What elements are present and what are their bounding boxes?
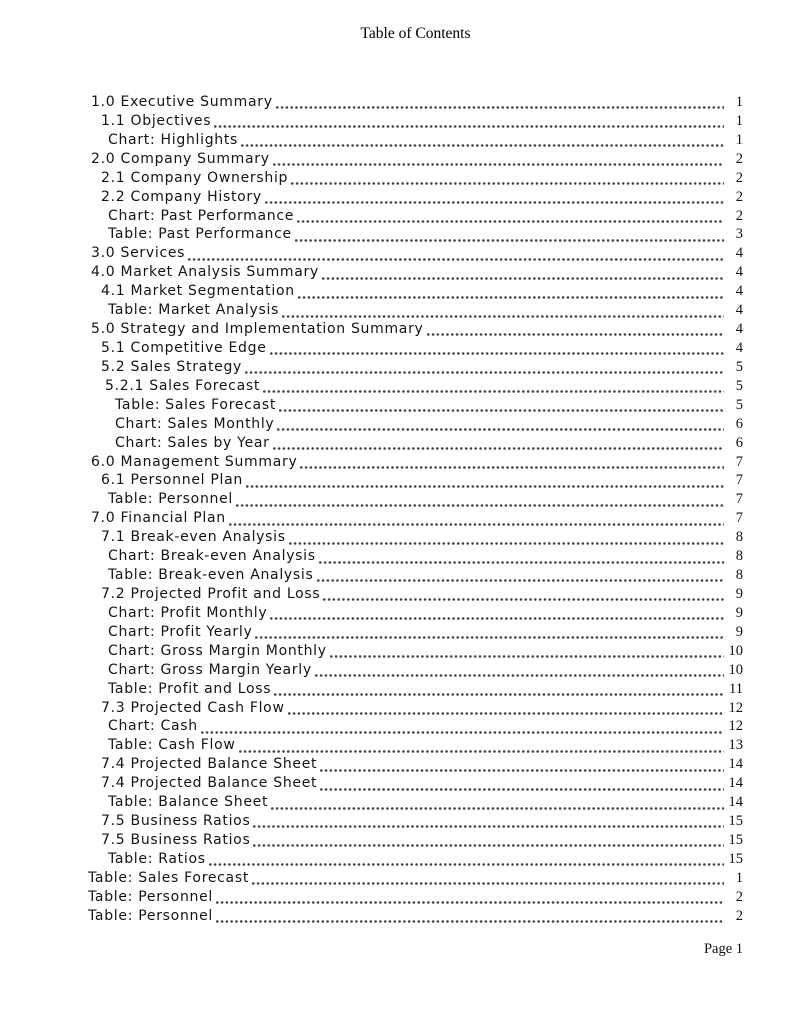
toc-entry[interactable] bbox=[108, 491, 743, 510]
toc-entry-page: 6 bbox=[735, 415, 743, 432]
toc-entry-page: 8 bbox=[735, 529, 743, 546]
toc-entry-page: 14 bbox=[728, 756, 743, 773]
toc-entry-page: 10 bbox=[728, 642, 743, 659]
toc-entry[interactable] bbox=[101, 813, 743, 832]
toc-entry[interactable] bbox=[101, 189, 743, 208]
toc-entry[interactable] bbox=[91, 510, 743, 529]
toc-entry[interactable] bbox=[108, 681, 743, 700]
toc-dot-leader bbox=[300, 454, 724, 473]
toc-entry-label: Table: Sales Forecast bbox=[115, 396, 277, 413]
toc-entry[interactable] bbox=[101, 832, 743, 851]
toc-entry[interactable] bbox=[108, 226, 743, 245]
toc-dot-leader bbox=[279, 397, 724, 416]
toc-entry[interactable] bbox=[108, 302, 743, 321]
page-title: Table of Contents bbox=[360, 25, 471, 42]
toc-entry-label: 1.0 Executive Summary bbox=[91, 94, 273, 110]
toc-entry-label: Table: Personnel bbox=[108, 491, 233, 508]
toc-entry-page: 1 bbox=[735, 869, 743, 886]
toc-entry-page: 7 bbox=[735, 491, 743, 508]
toc-dot-leader bbox=[253, 813, 724, 832]
toc-entry-label: 2.0 Company Summary bbox=[91, 150, 270, 167]
toc-entry[interactable] bbox=[101, 113, 743, 132]
toc-entry-page: 4 bbox=[735, 339, 743, 356]
toc-entry[interactable] bbox=[88, 889, 743, 908]
toc-entry-label: 4.0 Market Analysis Summary bbox=[91, 264, 319, 281]
toc-entry[interactable] bbox=[101, 756, 743, 775]
toc-entry[interactable] bbox=[91, 264, 743, 283]
toc-entry-label: Chart: Sales by Year bbox=[115, 434, 270, 451]
toc-entry-page: 5 bbox=[735, 358, 743, 375]
toc-dot-leader bbox=[282, 302, 724, 321]
toc-entry-label: Chart: Gross Margin Yearly bbox=[108, 661, 312, 678]
toc-entry[interactable] bbox=[108, 737, 743, 756]
toc-entry[interactable] bbox=[108, 794, 743, 813]
toc-entry[interactable] bbox=[108, 624, 743, 643]
toc-dot-leader bbox=[274, 681, 724, 700]
toc-entry-page: 2 bbox=[735, 188, 743, 205]
toc-dot-leader bbox=[209, 851, 724, 870]
toc-entry-label: Table: Profit and Loss bbox=[108, 680, 272, 697]
toc-entry[interactable] bbox=[108, 662, 743, 681]
toc-dot-leader bbox=[214, 113, 724, 132]
toc-entry-page: 6 bbox=[735, 434, 743, 451]
toc-dot-leader bbox=[276, 94, 724, 113]
toc-entry-label: 7.4 Projected Balance Sheet bbox=[101, 756, 318, 773]
toc-entry-label: 4.1 Market Segmentation bbox=[101, 283, 295, 300]
toc-dot-leader bbox=[270, 605, 724, 624]
toc-dot-leader bbox=[295, 226, 724, 245]
toc-entry-page: 12 bbox=[728, 718, 743, 735]
toc-entry[interactable] bbox=[108, 851, 743, 870]
toc-entry-page: 15 bbox=[728, 813, 743, 830]
toc-dot-leader bbox=[298, 283, 724, 302]
toc-entry-page: 11 bbox=[729, 680, 743, 697]
toc-entry-label: Table: Personnel bbox=[88, 888, 213, 905]
toc-dot-leader bbox=[291, 170, 724, 189]
toc-dot-leader bbox=[255, 624, 724, 643]
toc-entry[interactable] bbox=[101, 472, 743, 491]
toc-dot-leader bbox=[323, 586, 724, 605]
toc-entry-page: 4 bbox=[735, 283, 743, 300]
toc-dot-leader bbox=[322, 264, 724, 283]
toc-dot-leader bbox=[273, 151, 724, 170]
toc-dot-leader bbox=[265, 189, 724, 208]
toc-entry-page: 1 bbox=[735, 112, 743, 129]
toc-entry-page: 5 bbox=[735, 396, 743, 413]
toc-entry-page: 9 bbox=[735, 604, 743, 621]
toc-dot-leader bbox=[246, 472, 724, 491]
toc-dot-leader bbox=[188, 245, 724, 264]
toc-entry-page: 4 bbox=[735, 302, 743, 319]
toc-entry-label: Chart: Cash bbox=[108, 718, 198, 735]
toc-entry[interactable] bbox=[101, 170, 743, 189]
toc-dot-leader bbox=[236, 491, 724, 510]
toc-dot-leader bbox=[273, 435, 724, 454]
toc-entry[interactable] bbox=[108, 132, 743, 151]
toc-entry-page: 2 bbox=[735, 207, 743, 224]
toc-entry-label: 1.1 Objectives bbox=[101, 112, 212, 129]
toc-dot-leader bbox=[277, 416, 724, 435]
toc-dot-leader bbox=[245, 359, 724, 378]
toc-dot-leader bbox=[201, 718, 724, 737]
toc-entry[interactable] bbox=[108, 548, 743, 567]
toc-entry[interactable] bbox=[88, 870, 743, 889]
toc-dot-leader bbox=[427, 321, 724, 340]
toc-entry-label: 6.1 Personnel Plan bbox=[101, 472, 243, 489]
toc-entry-label: Chart: Profit Yearly bbox=[108, 623, 253, 640]
toc-entry-page: 4 bbox=[735, 321, 743, 338]
toc-dot-leader bbox=[239, 737, 725, 756]
toc-entry-label: 2.2 Company History bbox=[101, 188, 262, 205]
toc-entry[interactable] bbox=[91, 454, 743, 473]
toc-entry[interactable] bbox=[108, 605, 743, 624]
toc-list bbox=[88, 94, 743, 927]
toc-entry-label: Table: Ratios bbox=[108, 850, 206, 867]
toc-entry-page: 2 bbox=[735, 888, 743, 905]
toc-entry-label: Chart: Past Performance bbox=[108, 207, 295, 224]
toc-entry-page: 2 bbox=[735, 150, 743, 167]
toc-entry-label: 5.2.1 Sales Forecast bbox=[105, 377, 261, 394]
toc-entry-label: Table: Balance Sheet bbox=[108, 794, 269, 811]
toc-entry[interactable] bbox=[91, 321, 743, 340]
toc-dot-leader bbox=[319, 548, 724, 567]
toc-entry-page: 9 bbox=[735, 585, 743, 602]
toc-dot-leader bbox=[271, 794, 724, 813]
toc-entry-page: 2 bbox=[735, 907, 743, 924]
toc-entry-page: 9 bbox=[735, 623, 743, 640]
toc-entry[interactable] bbox=[101, 775, 743, 794]
toc-entry-page: 7 bbox=[735, 510, 743, 527]
toc-entry[interactable] bbox=[91, 94, 743, 113]
toc-entry-page: 4 bbox=[735, 245, 743, 262]
toc-entry[interactable] bbox=[108, 643, 743, 662]
toc-entry-label: Table: Cash Flow bbox=[108, 737, 236, 754]
toc-entry-label: Chart: Profit Monthly bbox=[108, 604, 268, 621]
toc-entry-page: 7 bbox=[735, 472, 743, 489]
toc-entry[interactable] bbox=[101, 340, 743, 359]
toc-dot-leader bbox=[216, 889, 724, 908]
toc-dot-leader bbox=[317, 567, 725, 586]
toc-entry-label: Table: Past Performance bbox=[108, 226, 292, 243]
toc-dot-leader bbox=[253, 832, 724, 851]
toc-entry-label: 6.0 Management Summary bbox=[91, 453, 298, 470]
toc-dot-leader bbox=[288, 700, 724, 719]
toc-entry[interactable] bbox=[88, 908, 743, 927]
toc-entry-page: 1 bbox=[735, 94, 743, 110]
toc-entry-label: Table: Personnel bbox=[88, 907, 213, 924]
toc-entry[interactable] bbox=[115, 435, 743, 454]
toc-dot-leader bbox=[229, 510, 724, 529]
toc-entry-page: 4 bbox=[735, 264, 743, 281]
toc-entry[interactable] bbox=[108, 718, 743, 737]
toc-dot-leader bbox=[241, 132, 724, 151]
toc-entry-label: 7.0 Financial Plan bbox=[91, 510, 226, 527]
toc-entry-page: 13 bbox=[728, 737, 743, 754]
toc-dot-leader bbox=[289, 529, 724, 548]
toc-entry-label: Table: Break-even Analysis bbox=[108, 567, 314, 584]
toc-entry-label: 5.2 Sales Strategy bbox=[101, 358, 243, 375]
toc-entry[interactable] bbox=[115, 397, 743, 416]
toc-entry-label: 3.0 Services bbox=[91, 245, 186, 262]
toc-dot-leader bbox=[252, 870, 724, 889]
toc-entry-page: 2 bbox=[735, 169, 743, 186]
toc-entry-page: 15 bbox=[728, 850, 743, 867]
toc-entry-label: Table: Sales Forecast bbox=[88, 869, 250, 886]
toc-entry[interactable] bbox=[101, 586, 743, 605]
toc-entry[interactable] bbox=[108, 567, 743, 586]
toc-entry-page: 8 bbox=[735, 567, 743, 584]
toc-entry-page: 14 bbox=[728, 794, 743, 811]
toc-dot-leader bbox=[320, 756, 724, 775]
toc-entry-page: 8 bbox=[735, 548, 743, 565]
toc-entry[interactable] bbox=[101, 283, 743, 302]
toc-entry[interactable] bbox=[101, 359, 743, 378]
toc-entry-label: 7.2 Projected Profit and Loss bbox=[101, 585, 321, 602]
toc-entry-page: 15 bbox=[728, 831, 743, 848]
toc-entry-label: Chart: Break-even Analysis bbox=[108, 548, 316, 565]
toc-entry[interactable] bbox=[101, 529, 743, 548]
toc-entry-label: Table: Market Analysis bbox=[108, 302, 280, 319]
toc-dot-leader bbox=[216, 908, 724, 927]
toc-dot-leader bbox=[270, 340, 724, 359]
toc-entry-page: 12 bbox=[728, 699, 743, 716]
toc-dot-leader bbox=[320, 775, 724, 794]
toc-entry-label: 7.4 Projected Balance Sheet bbox=[101, 775, 318, 792]
toc-entry-label: 7.5 Business Ratios bbox=[101, 813, 251, 830]
toc-entry-label: Chart: Sales Monthly bbox=[115, 415, 275, 432]
toc-entry-page: 7 bbox=[735, 453, 743, 470]
toc-entry-page: 14 bbox=[728, 775, 743, 792]
toc-entry-label: 7.3 Projected Cash Flow bbox=[101, 699, 285, 716]
toc-entry-label: 7.1 Break-even Analysis bbox=[101, 529, 286, 546]
page-number-footer: Page 1 bbox=[703, 941, 743, 957]
toc-entry[interactable] bbox=[105, 378, 743, 397]
toc-entry-page: 5 bbox=[735, 377, 743, 394]
toc-entry-label: Chart: Gross Margin Monthly bbox=[108, 642, 327, 659]
toc-entry[interactable] bbox=[108, 208, 743, 227]
toc-entry[interactable] bbox=[91, 245, 743, 264]
toc-entry-label: 7.5 Business Ratios bbox=[101, 831, 251, 848]
toc-dot-leader bbox=[315, 662, 724, 681]
toc-dot-leader bbox=[263, 378, 724, 397]
toc-entry-label: 5.1 Competitive Edge bbox=[101, 339, 267, 356]
toc-entry[interactable] bbox=[101, 700, 743, 719]
toc-entry-page: 1 bbox=[735, 131, 743, 148]
toc-dot-leader bbox=[297, 208, 724, 227]
toc-entry-page: 10 bbox=[728, 661, 743, 678]
toc-entry[interactable] bbox=[115, 416, 743, 435]
toc-entry-page: 3 bbox=[735, 226, 743, 243]
toc-entry[interactable] bbox=[91, 151, 743, 170]
toc-dot-leader bbox=[330, 643, 724, 662]
toc-entry-label: Chart: Highlights bbox=[108, 131, 239, 148]
toc-entry-label: 2.1 Company Ownership bbox=[101, 169, 289, 186]
toc-entry-label: 5.0 Strategy and Implementation Summary bbox=[91, 321, 424, 338]
